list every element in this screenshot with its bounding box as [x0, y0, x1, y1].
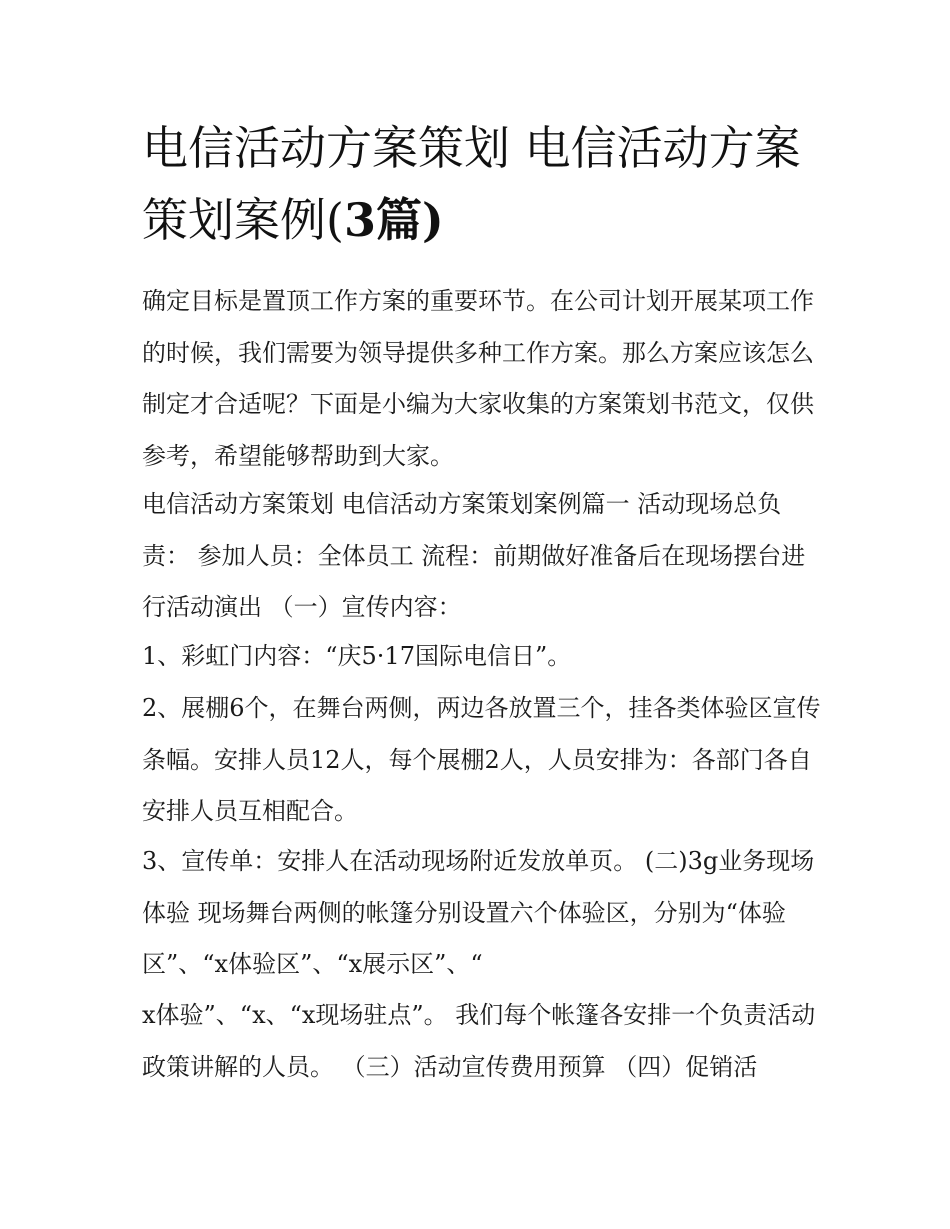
list-item-flyers-continued: x体验”、“x、“x现场驻点”。 我们每个帐篷各安排一个负责活动政策讲解的人员。 （三）活动宣传费用预算 （四）促销活: [142, 1001, 816, 1081]
list-item-flyers: 3、宣传单：安排人在活动现场附近发放单页。 (二)3g业务现场体验 现场舞台两侧的帐篷分别设置六个体验区，分别为“体验区”、“x体验区”、“x展示区”、“: [142, 847, 815, 978]
title-number: 3: [343, 193, 376, 247]
document-title: [142, 112, 822, 256]
title-text-part2: 篇): [375, 193, 444, 247]
intro-paragraph: 确定目标是置顶工作方案的重要环节。在公司计划开展某项工作的时候，我们需要为领导提供多种工作方案。那么方案应该怎么制定才合适呢？下面是小编为大家收集的方案策划书范文，仅供参考，希望能够帮助到大家。: [142, 287, 814, 470]
list-item-rainbow-gate: 1、彩虹门内容：“庆5·17国际电信日”。: [142, 642, 572, 670]
section-one-paragraph: 电信活动方案策划 电信活动方案策划案例篇一 活动现场总负责： 参加人员：全体员工 流程：前期做好准备后在现场摆台进行活动演出 （一）宣传内容：: [142, 490, 806, 621]
title-text-part1: 电信活动方案策划 电信活动方案策划案例(: [142, 121, 801, 247]
list-item-tents: 2、展棚6个，在舞台两侧，两边各放置三个，挂各类体验区宣传条幅。安排人员12人，每个展棚2人，人员安排为：各部门各自安排人员互相配合。: [142, 694, 821, 825]
